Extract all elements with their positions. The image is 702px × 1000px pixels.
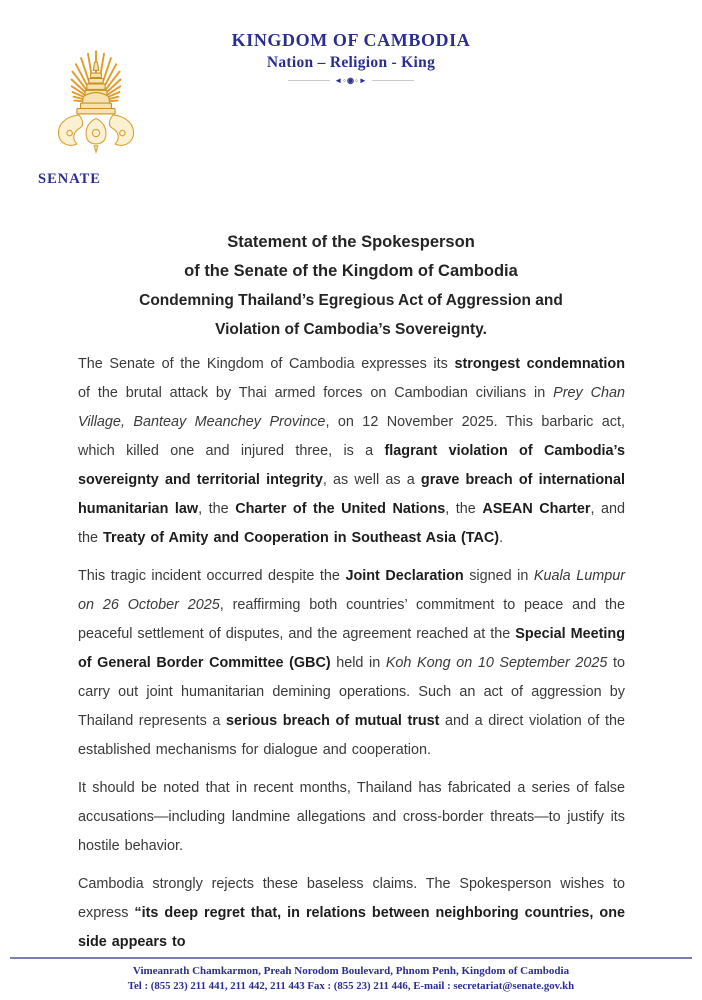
statement-title [0,228,702,344]
footer-rule [10,957,692,959]
senate-label: SENATE [38,171,101,187]
ornament-divider-icon: ◄◦◉◦► [334,76,368,85]
ornament-line-left [288,80,330,81]
letterhead-center [0,30,702,85]
ornament-divider [0,76,702,85]
statement-paragraph: This tragic incident occurred despite the Joint Declaration signed in Kuala Lumpur on 26 October 2025, reaffirming both countries’ commitment to peace and the peaceful settlement of disputes, and the agreement reached at the Special Meeting of General Border Committee (GBC) held in Koh Kong on 10 September 2025 to carry out joint humanitarian demining operations. Such an act of aggression by Thailand represents a serious breach of mutual trust and a direct violation of the established mechanisms for dialogue and cooperation. [78,568,625,758]
title-line-3: Condemning Thailand’s Egregious Act of Aggression and [139,292,563,309]
statement-body [78,350,625,966]
kingdom-title: KINGDOM OF CAMBODIA [231,30,471,50]
title-line-2: of the Senate of the Kingdom of Cambodia [184,262,518,280]
statement-paragraph: It should be noted that in recent months, Thailand has fabricated a series of false accusations—including landmine allegations and cross-border threats—to justify its hostile behavior. [78,780,625,854]
footer-address: Vimeanrath Chamkarmon, Preah Norodom Boulevard, Phnom Penh, Kingdom of Cambodia [132,965,570,977]
page-footer [0,957,702,994]
statement-paragraph: The Senate of the Kingdom of Cambodia expresses its strongest condemnation of the brutal attack by Thai armed forces on Cambodian civilians in Prey Chan Village, Banteay Meanchey Province, on 12 November 2025. This barbaric act, which killed one and injured three, is a flagrant violation of Cambodia’s sovereignty and territorial integrity, as well as a grave breach of international humanitarian law, the Charter of the United Nations, the ASEAN Charter, and the Treaty of Amity and Cooperation in Southeast Asia (TAC). [78,356,626,546]
footer-contact: Tel : (855 23) 211 441, 211 442, 211 443 Fax : (855 23) 211 446, E-mail : secretariat@senate.gov.kh [127,980,575,992]
national-motto: Nation – Religion - King [266,54,436,71]
statement-paragraph: Cambodia strongly rejects these baseless claims. The Spokesperson wishes to express “its deep regret that, in relations between neighboring countries, one side appears to [78,876,626,950]
title-line-4: Violation of Cambodia’s Sovereignty. [215,321,487,338]
title-line-1: Statement of the Spokesperson [227,233,475,251]
ornament-line-right [372,80,414,81]
